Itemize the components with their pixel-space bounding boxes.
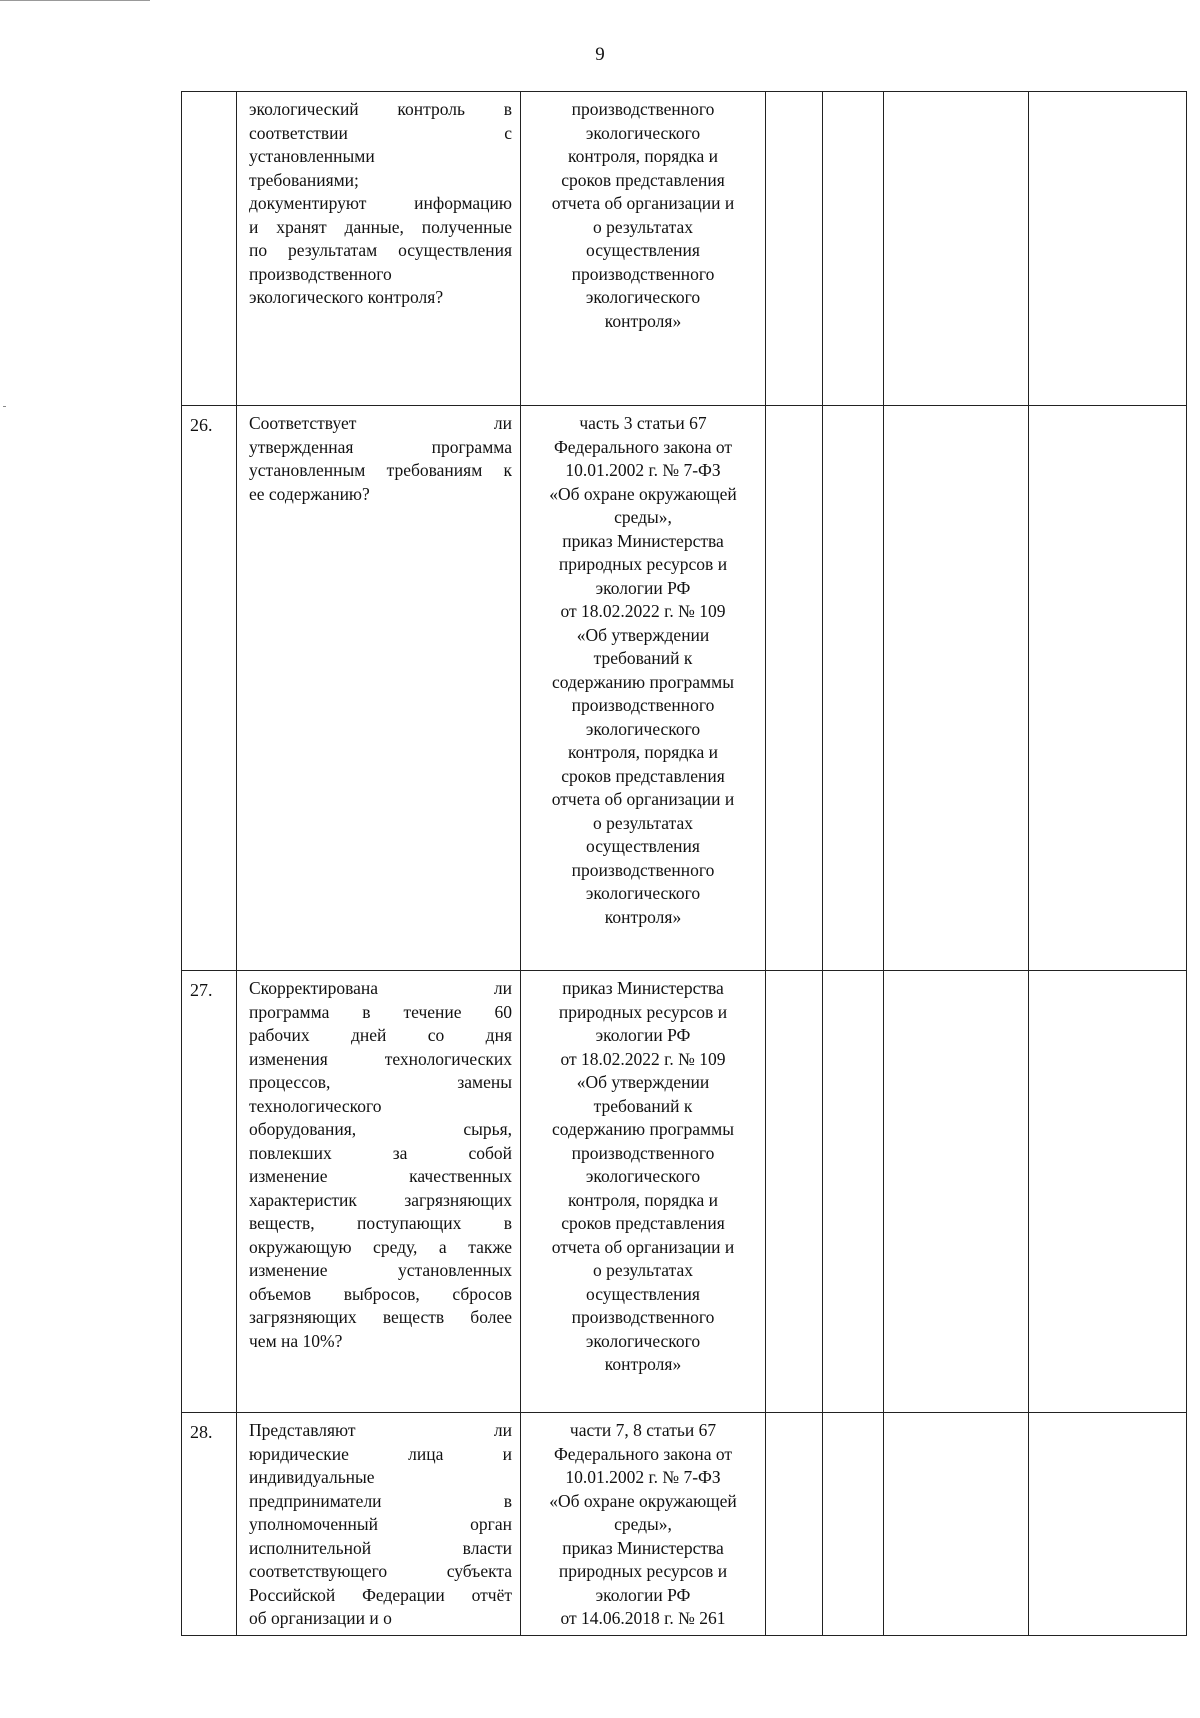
question-text-line: соответствующего субъекта [249,1561,512,1581]
reference-text-line: требований к [593,1095,693,1116]
note-cell[interactable] [1029,92,1187,406]
reference-text-line: части 7, 8 статьи 67 [569,1420,717,1440]
reference-text-line: контроля, порядка и [568,146,718,166]
question-text-line: экологический контроль в [249,99,512,119]
reference-text-line: о результатах [593,812,693,833]
reference-text-line: о результатах [593,1260,693,1280]
reference-text-line: производственного [571,99,715,119]
answer-yes-cell[interactable] [766,406,823,971]
reference-text-line: осуществления [586,1283,700,1304]
reference-text-line: о результатах [593,216,693,237]
question-text-line: изменение качественных [249,1166,512,1186]
row-number: 26. [182,406,237,971]
row-number [182,92,237,406]
question-text-line: об организации и о [249,1608,392,1628]
reference-text-line: Федерального закона от [553,436,733,457]
reference-text-line: производственного [571,859,715,880]
reference-text-line: среды», [614,1514,672,1534]
legal-reference-cell [521,971,766,1413]
reference-text-line: «Об утверждении [576,1072,710,1092]
reference-text-line: производственного [571,1142,715,1163]
question-text-line: Представляют ли [249,1420,512,1440]
question-text-line: документируют информацию [249,193,512,213]
question-text-line: Российской Федерации отчёт [249,1584,512,1605]
question-text-line: веществ, поступающих в [249,1213,512,1233]
question-text-line: соответствии с [249,122,512,143]
answer-no-cell[interactable] [823,1413,884,1636]
reference-text-line: контроля, порядка и [568,1189,718,1210]
question-text-line: требованиями; [249,169,359,190]
table-row [182,92,1187,406]
scan-edge-line [0,0,150,1]
question-text-line: загрязняющих веществ более [249,1307,512,1327]
reference-text-line: экологического [585,122,701,143]
answer-na-cell[interactable] [884,406,1029,971]
question-text-line: рабочих дней со дня [249,1025,512,1045]
reference-text-line: 10.01.2002 г. № 7-ФЗ [565,1467,721,1487]
legal-reference-cell [521,406,766,971]
note-cell[interactable] [1029,406,1187,971]
question-text-line: установленными [249,146,375,166]
reference-text-line: осуществления [586,240,700,260]
question-cell [237,971,521,1413]
reference-text-line: контроля» [604,1354,682,1374]
question-text-line: чем на 10%? [249,1330,343,1351]
page-number: 9 [595,44,605,65]
question-text-line: программа в течение 60 [249,1001,512,1022]
reference-text-line: сроков представления [561,1213,725,1233]
question-text-line: и хранят данные, полученные [249,216,512,237]
reference-text-line: отчета об организации и [551,789,735,809]
row-number: 28. [182,1413,237,1636]
question-cell [237,406,521,971]
reference-text-line: осуществления [586,836,700,856]
question-text-line: оборудования, сырья, [249,1119,512,1139]
reference-text-line: экологического [585,287,701,307]
answer-yes-cell[interactable] [766,971,823,1413]
reference-text-line: контроля» [604,906,682,927]
answer-yes-cell[interactable] [766,92,823,406]
scan-margin-mark [3,406,6,407]
answer-na-cell[interactable] [884,92,1029,406]
reference-text-line: «Об охране окружающей [549,1490,737,1511]
question-cell [237,92,521,406]
reference-text-line: экологического [585,883,701,903]
note-cell[interactable] [1029,971,1187,1413]
question-text-line: изменения технологических [249,1048,512,1069]
question-text-line: утвержденная программа [249,436,512,457]
reference-text-line: сроков представления [561,169,725,190]
answer-na-cell[interactable] [884,1413,1029,1636]
reference-text-line: от 14.06.2018 г. № 261 [560,1608,726,1628]
question-text-line: окружающую среду, а также [249,1236,512,1257]
question-text-line: характеристик загрязняющих [249,1189,512,1210]
answer-no-cell[interactable] [823,406,884,971]
answer-no-cell[interactable] [823,92,884,406]
checklist-table [181,91,1187,1636]
question-text-line: исполнительной власти [249,1537,512,1558]
reference-text-line: часть 3 статьи 67 [579,413,707,433]
question-text-line: предприниматели в [249,1490,512,1511]
legal-reference-cell [521,1413,766,1636]
question-text-line: Соответствует ли [249,413,512,433]
question-text-line: юридические лица и [249,1443,512,1464]
reference-text-line: природных ресурсов и [558,554,728,574]
question-text-line: экологического контроля? [249,287,444,307]
reference-text-line: производственного [571,1307,715,1327]
question-text-line: уполномоченный орган [249,1514,512,1534]
reference-text-line: содержанию программы [552,671,734,692]
question-text-line: Скорректирована ли [249,978,512,998]
reference-text-line: природных ресурсов и [558,1561,728,1581]
reference-text-line: «Об утверждении [576,624,710,645]
reference-text-line: отчета об организации и [551,1236,735,1257]
reference-text-line: экологического [585,1330,701,1351]
reference-text-line: 10.01.2002 г. № 7-ФЗ [565,460,721,480]
reference-text-line: Федерального закона от [553,1443,733,1464]
question-text-line: технологического [249,1095,382,1116]
question-text-line: процессов, замены [249,1072,512,1092]
answer-no-cell[interactable] [823,971,884,1413]
reference-text-line: экологии РФ [595,1584,691,1605]
reference-text-line: отчета об организации и [551,193,735,213]
reference-text-line: требований к [593,648,693,668]
reference-text-line: контроля, порядка и [568,742,718,762]
reference-text-line: экологического [585,1166,701,1186]
note-cell[interactable] [1029,1413,1187,1636]
reference-text-line: экологического [585,718,701,739]
reference-text-line: от 18.02.2022 г. № 109 [560,1048,726,1069]
reference-text-line: приказ Министерства [562,1537,724,1558]
reference-text-line: производственного [571,695,715,715]
reference-text-line: «Об охране окружающей [549,483,737,504]
reference-text-line: сроков представления [561,765,725,786]
reference-text-line: природных ресурсов и [558,1001,728,1022]
legal-reference-cell [521,92,766,406]
table-row [182,406,1187,971]
question-text-line: ее содержанию? [249,483,370,504]
question-text-line: повлекших за собой [249,1142,512,1163]
row-number: 27. [182,971,237,1413]
reference-text-line: экологии РФ [595,1025,691,1045]
table-row [182,971,1187,1413]
answer-yes-cell[interactable] [766,1413,823,1636]
question-text-line: объемов выбросов, сбросов [249,1283,512,1304]
reference-text-line: от 18.02.2022 г. № 109 [560,601,726,621]
question-cell [237,1413,521,1636]
reference-text-line: экологии РФ [595,577,691,598]
question-text-line: индивидуальные [249,1467,375,1487]
reference-text-line: содержанию программы [552,1119,734,1139]
question-text-line: изменение установленных [249,1260,512,1280]
question-text-line: по результатам осуществления [249,240,512,260]
table-row [182,1413,1187,1636]
question-text-line: производственного [249,263,392,284]
reference-text-line: среды», [614,507,672,527]
reference-text-line: контроля» [604,310,682,331]
reference-text-line: приказ Министерства [562,978,724,998]
reference-text-line: приказ Министерства [562,530,724,551]
answer-na-cell[interactable] [884,971,1029,1413]
question-text-line: установленным требованиям к [249,460,512,480]
reference-text-line: производственного [571,263,715,284]
